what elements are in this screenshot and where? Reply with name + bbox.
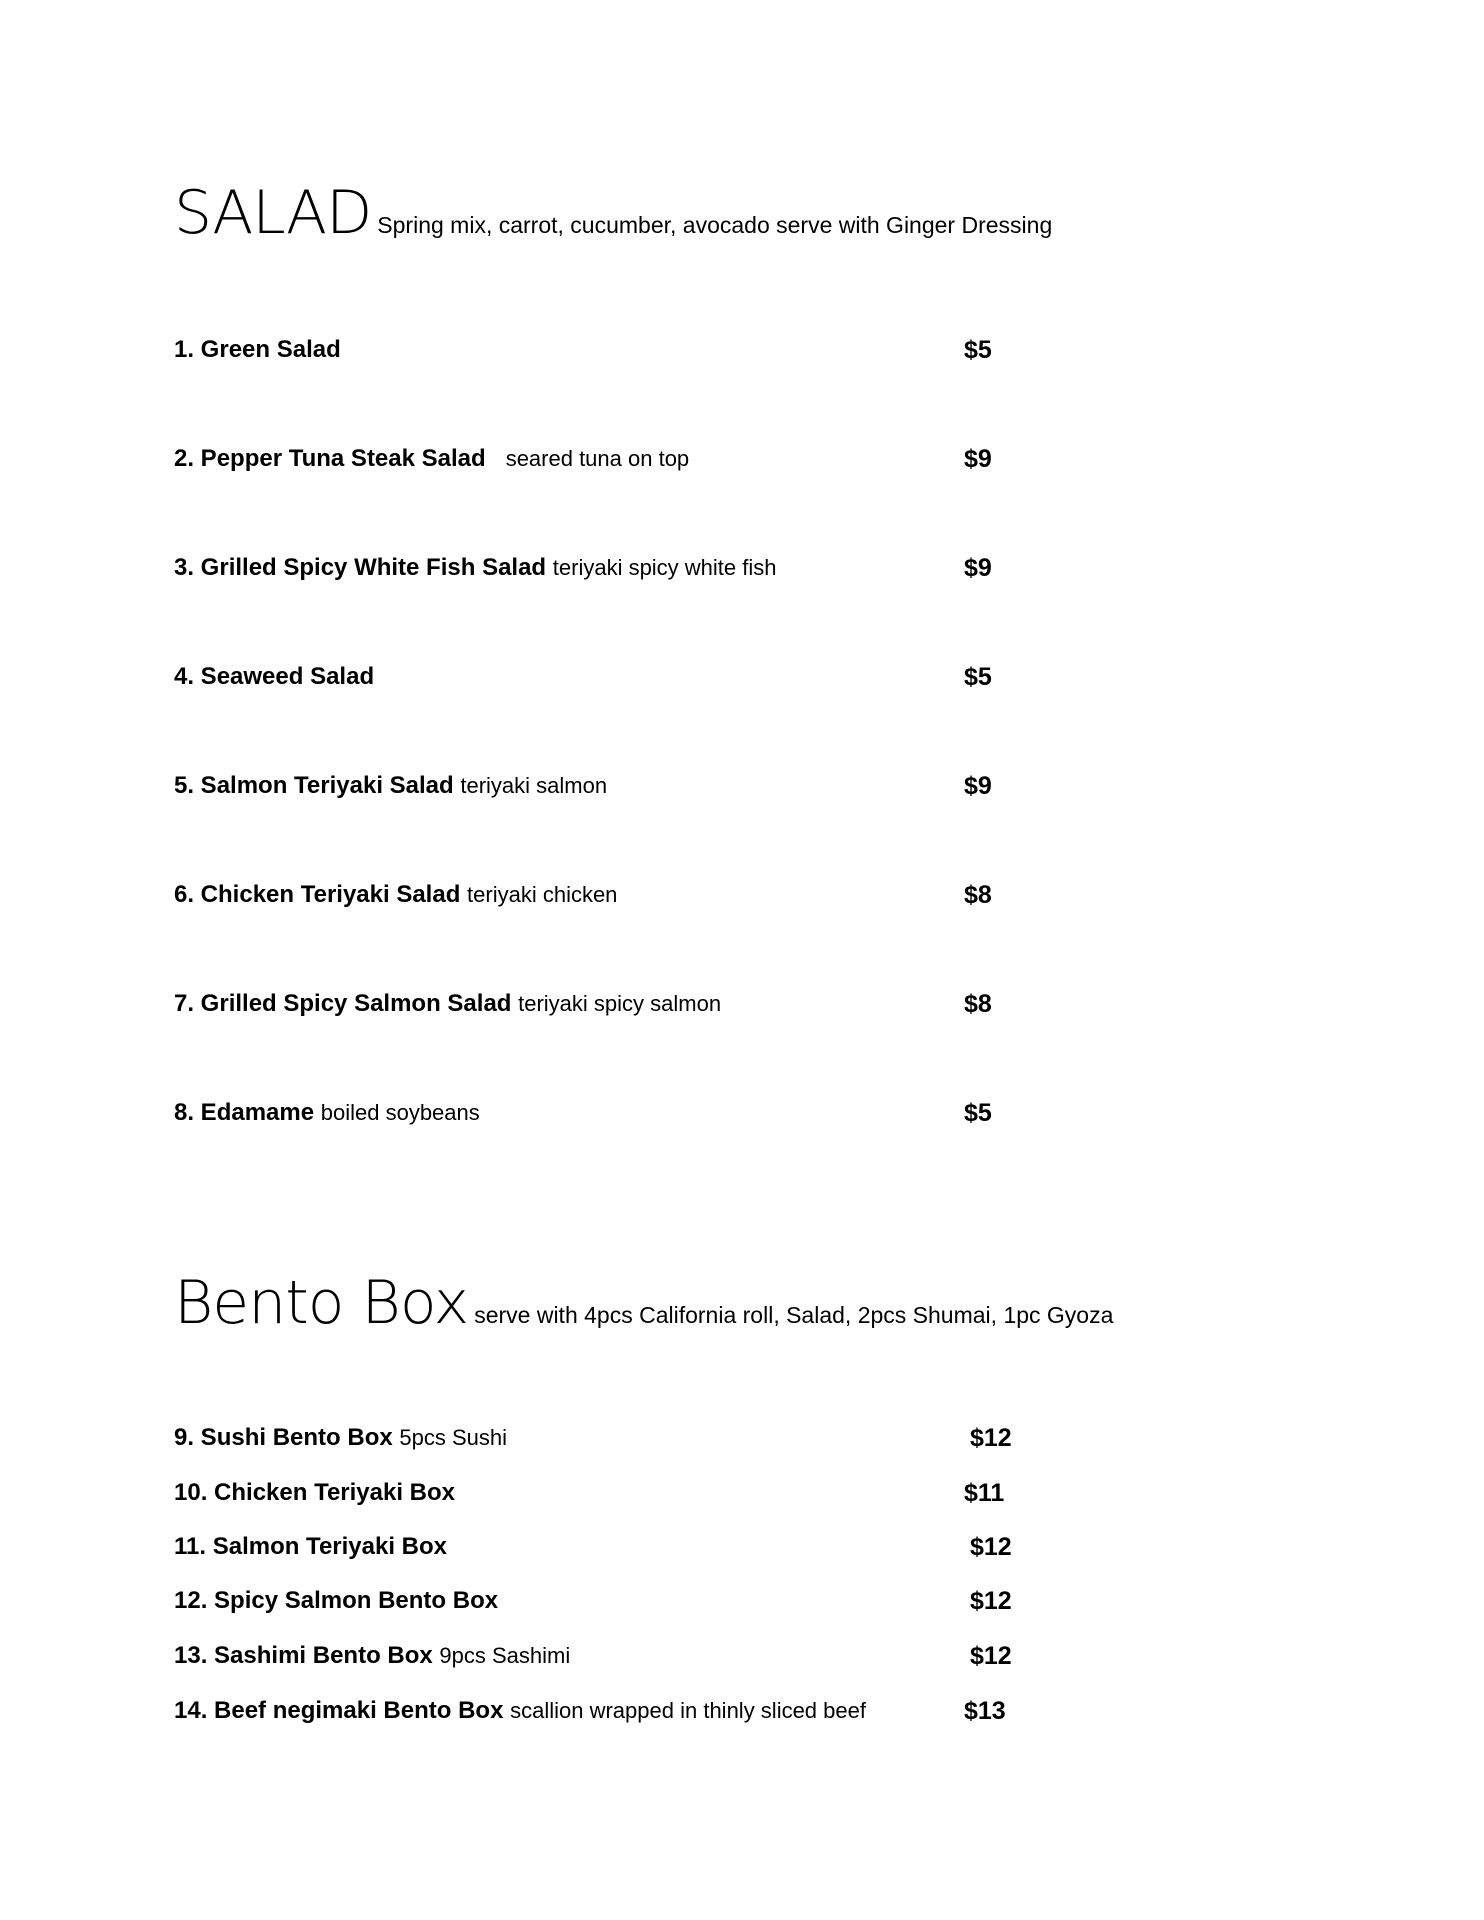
menu-item-description: teriyaki chicken	[467, 882, 618, 907]
menu-item-price: $13	[964, 1697, 1006, 1725]
menu-item-price: $5	[964, 663, 992, 691]
menu-item-price: $8	[964, 881, 992, 909]
menu-item-price: $5	[964, 336, 992, 364]
menu-item-name: 8. Edamame	[174, 1099, 315, 1126]
salad-section-subtitle: Spring mix, carrot, cucumber, avocado serve with Ginger Dressing	[377, 212, 1053, 238]
menu-item-name: 2. Pepper Tuna Steak Salad	[174, 445, 486, 472]
menu-item-price: $12	[970, 1533, 1012, 1561]
menu-item	[174, 663, 1314, 703]
menu-item-name: 1. Green Salad	[174, 336, 341, 363]
menu-item-description: 9pcs Sashimi	[439, 1643, 571, 1668]
menu-item	[174, 1099, 1314, 1139]
menu-item-price: $9	[964, 772, 992, 800]
menu-item-name: 5. Salmon Teriyaki Salad	[174, 772, 454, 799]
menu-item-name: 10. Chicken Teriyaki Box	[174, 1479, 456, 1506]
menu-item-price: $11	[964, 1479, 1005, 1507]
menu-item-description: teriyaki salmon	[460, 773, 608, 798]
menu-item	[174, 1533, 1314, 1573]
menu-item-price: $9	[964, 554, 992, 582]
menu-item-price: $12	[970, 1642, 1012, 1670]
menu-item-price: $9	[964, 445, 992, 473]
menu-item	[174, 990, 1314, 1030]
menu-item-description: boiled soybeans	[320, 1100, 480, 1125]
menu-item-description: teriyaki spicy white fish	[552, 555, 777, 580]
menu-item-name: 11. Salmon Teriyaki Box	[174, 1533, 448, 1560]
menu-item	[174, 881, 1314, 921]
menu-item-price: $8	[964, 990, 992, 1018]
menu-item-name: 14. Beef negimaki Bento Box	[174, 1697, 504, 1724]
menu-item	[174, 1587, 1314, 1627]
menu-item	[174, 1642, 1314, 1682]
bento-section-title: Bento Box	[174, 1268, 469, 1338]
menu-item	[174, 772, 1314, 812]
menu-item	[174, 445, 1314, 485]
menu-item-description: 5pcs Sushi	[399, 1425, 507, 1450]
menu-item-price: $12	[970, 1424, 1012, 1452]
menu-item	[174, 1697, 1314, 1737]
menu-item	[174, 1424, 1314, 1464]
salad-section-title: SALAD	[174, 178, 372, 248]
menu-item	[174, 336, 1314, 376]
menu-item	[174, 554, 1314, 594]
menu-item-name: 13. Sashimi Bento Box	[174, 1642, 433, 1669]
menu-item-name: 12. Spicy Salmon Bento Box	[174, 1587, 499, 1614]
menu-item-description: scallion wrapped in thinly sliced beef	[510, 1698, 866, 1723]
bento-section-subtitle: serve with 4pcs California roll, Salad, 2pcs Shumai, 1pc Gyoza	[474, 1302, 1114, 1328]
menu-item-name: 9. Sushi Bento Box	[174, 1424, 393, 1451]
menu-item-name: 6. Chicken Teriyaki Salad	[174, 881, 461, 908]
menu-item-description: teriyaki spicy salmon	[518, 991, 722, 1016]
menu-item-name: 7. Grilled Spicy Salmon Salad	[174, 990, 512, 1017]
menu-item	[174, 1479, 1314, 1519]
salad-section-header	[174, 178, 1052, 248]
menu-item-price: $5	[964, 1099, 992, 1127]
menu-item-price: $12	[970, 1587, 1012, 1615]
menu-item-description: seared tuna on top	[505, 446, 690, 471]
menu-item-name: 3. Grilled Spicy White Fish Salad	[174, 554, 547, 581]
menu-item-name: 4. Seaweed Salad	[174, 663, 375, 690]
bento-section-header	[174, 1268, 1113, 1338]
